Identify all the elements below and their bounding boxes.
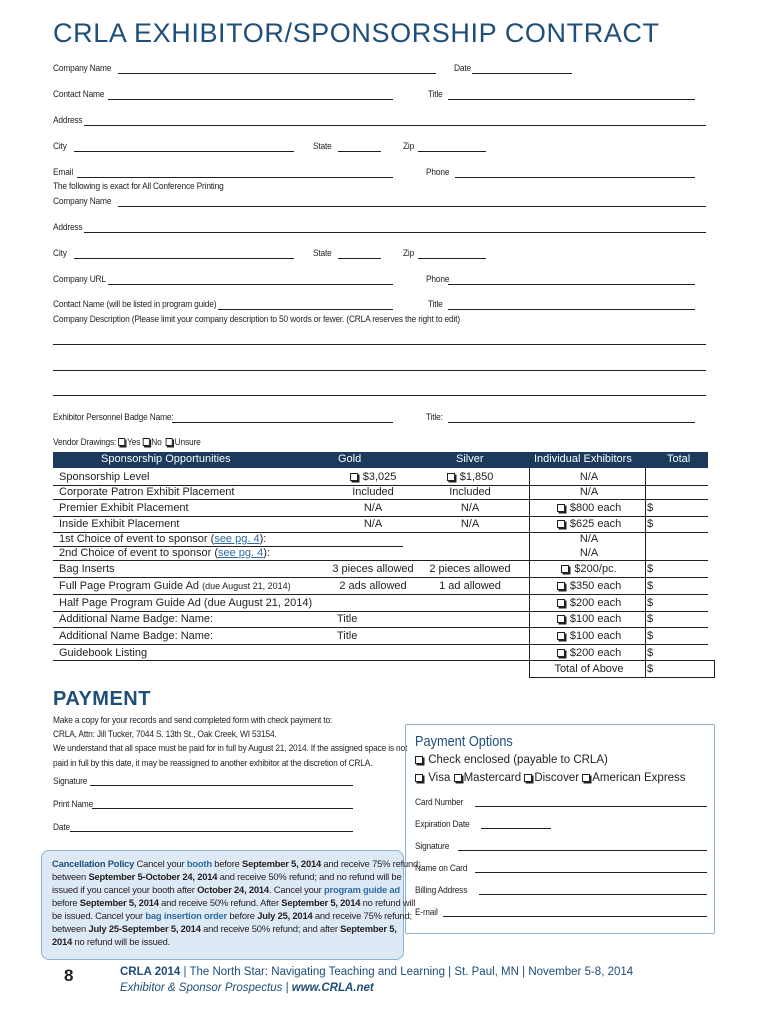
row-gold: $3,025 bbox=[313, 471, 433, 483]
unsure-label: Unsure bbox=[174, 437, 201, 448]
signature2-label: Signature bbox=[415, 841, 450, 852]
card-options bbox=[415, 772, 686, 784]
badge-name-field[interactable] bbox=[172, 422, 393, 423]
row-label: 1st Choice of event to sponsor (see pg. 4): bbox=[59, 533, 267, 545]
page-number: 8 bbox=[64, 966, 74, 985]
row-divider bbox=[53, 499, 708, 500]
row-divider bbox=[529, 677, 715, 678]
address-field[interactable] bbox=[84, 125, 706, 126]
gold-checkbox[interactable] bbox=[350, 473, 358, 481]
check-option bbox=[415, 754, 608, 766]
discover-label: Discover bbox=[534, 772, 580, 784]
print-name-label: Print Name bbox=[53, 799, 94, 810]
signature-label: Signature bbox=[53, 776, 88, 787]
row-label: Premier Exhibit Placement bbox=[59, 502, 189, 514]
payment-deadline: We understand that all space must be paid for in full by August 21, 2014. If the assigned space is not bbox=[53, 743, 408, 754]
city-label-2: City bbox=[53, 248, 67, 259]
row-silver: 1 ad allowed bbox=[439, 580, 501, 592]
mastercard-checkbox[interactable] bbox=[454, 774, 462, 782]
row-individual: $625 each bbox=[529, 518, 649, 530]
discover-checkbox[interactable] bbox=[524, 774, 532, 782]
card-number-field[interactable] bbox=[475, 806, 707, 807]
footer-event-line: CRLA 2014 | The North Star: Navigating Teaching and Learning | St. Paul, MN | November 5-8, 2014 bbox=[120, 966, 634, 978]
amex-label: American Express bbox=[592, 772, 686, 784]
contact-program-label: Contact Name (will be listed in program guide) bbox=[53, 299, 217, 310]
row-divider bbox=[53, 594, 708, 595]
footer-event: CRLA 2014 bbox=[120, 966, 181, 978]
no-label: No bbox=[151, 437, 162, 448]
mastercard-label: Mastercard bbox=[463, 772, 522, 784]
page-title: CRLA EXHIBITOR/SPONSORSHIP CONTRACT bbox=[53, 18, 660, 48]
row-individual: $350 each bbox=[529, 580, 649, 592]
badge-title-field[interactable] bbox=[448, 422, 695, 423]
row-gold: N/A bbox=[363, 502, 383, 514]
city-field[interactable] bbox=[74, 151, 294, 152]
silver-checkbox[interactable] bbox=[447, 473, 455, 481]
row-divider bbox=[53, 516, 708, 517]
expiration-label: Expiration Date bbox=[415, 819, 470, 830]
row-total: $ bbox=[647, 613, 654, 625]
row-individual: $800 each bbox=[529, 502, 649, 514]
date-label: Date bbox=[454, 63, 471, 74]
zip-label: Zip bbox=[403, 141, 415, 152]
title-label-2: Title bbox=[428, 299, 443, 310]
row-title: Title bbox=[337, 630, 358, 642]
contact-name-label: Contact Name bbox=[53, 89, 105, 100]
company-description-label: Company Description (Please limit your company description to 50 words or fewer. (CRLA reserves the right to edit) bbox=[53, 314, 460, 325]
card-number-label: Card Number bbox=[415, 797, 464, 808]
address-field-2[interactable] bbox=[84, 232, 706, 233]
row-label: Full Page Program Guide Ad (due August 21, 2014) bbox=[59, 580, 291, 592]
sponsorship-table-header bbox=[53, 452, 708, 468]
payment-address: CRLA, Attn: Jill Tucker, 7044 S. 13th St., Oak Creek, WI 53154. bbox=[53, 729, 277, 740]
amex-checkbox[interactable] bbox=[582, 774, 590, 782]
row-divider bbox=[53, 627, 708, 628]
billing-field[interactable] bbox=[479, 894, 707, 895]
half-page-ad-checkbox[interactable] bbox=[557, 599, 565, 607]
phone-label: Phone bbox=[426, 167, 450, 178]
state-label: State bbox=[313, 141, 332, 152]
payment-options-title: Payment Options bbox=[415, 733, 513, 750]
phone-field[interactable] bbox=[455, 177, 695, 178]
premier-checkbox[interactable] bbox=[557, 504, 565, 512]
see-page-link[interactable]: see pg. 4 bbox=[217, 547, 264, 559]
description-line-3[interactable] bbox=[53, 395, 706, 396]
inside-checkbox[interactable] bbox=[557, 520, 565, 528]
description-line-1[interactable] bbox=[53, 344, 706, 345]
cancellation-policy: Cancellation Policy Cancel your booth before September 5, 2014 and receive 75% refund; between September 5-October 24, 2014 and receive 50% refund; and no refund will be issued if you cancel your booth after October 24, 2014. Cancel your program guide ad before September 5, 2014 and receive 50% refund. After September 5, 2014 no refund will be issued. Cancel your bag insertion order before July 25, 2014 and receive 75% refund; between July 25-September 5, 2014 and receive 50% refund; and after September 5, 2014 no refund will be issued. bbox=[41, 850, 404, 960]
row-total: $ bbox=[647, 518, 654, 530]
company-url-field[interactable] bbox=[108, 284, 393, 285]
payment-instructions: Make a copy for your records and send completed form with check payment to: bbox=[53, 715, 333, 726]
visa-label: Visa bbox=[428, 772, 451, 784]
yes-checkbox[interactable] bbox=[118, 438, 125, 446]
title-field-2[interactable] bbox=[448, 309, 695, 310]
row-label: Additional Name Badge: Name: bbox=[59, 613, 214, 625]
row-total: $ bbox=[647, 563, 654, 575]
row-total: $ bbox=[647, 580, 654, 592]
badge-checkbox[interactable] bbox=[557, 632, 565, 640]
date-field[interactable] bbox=[472, 73, 572, 74]
phone-label-2: Phone bbox=[426, 274, 450, 285]
row-label: Bag Inserts bbox=[59, 563, 115, 575]
description-line-2[interactable] bbox=[53, 370, 706, 371]
row-divider bbox=[53, 611, 708, 612]
row-individual: N/A bbox=[579, 547, 599, 559]
state-label-2: State bbox=[313, 248, 332, 259]
row-label: Inside Exhibit Placement bbox=[59, 518, 180, 530]
zip-field[interactable] bbox=[418, 151, 486, 152]
total-label: Total of Above bbox=[554, 663, 624, 675]
vendor-drawings-label: Vendor Drawings: bbox=[53, 437, 117, 448]
row-individual: $200 each bbox=[529, 597, 649, 609]
print-name-field[interactable] bbox=[92, 808, 353, 809]
signature-field[interactable] bbox=[90, 785, 353, 786]
row-silver: 2 pieces allowed bbox=[429, 563, 511, 575]
payment-heading: PAYMENT bbox=[53, 688, 151, 710]
row-total: $ bbox=[647, 647, 654, 659]
row-silver: N/A bbox=[460, 518, 480, 530]
footer-prospectus-line: Exhibitor & Sponsor Prospectus | www.CRLA.net bbox=[120, 982, 374, 994]
header-opportunities: Sponsorship Opportunities bbox=[101, 453, 231, 465]
cancellation-title: Cancellation Policy bbox=[52, 858, 135, 869]
footer-prospectus: Exhibitor & Sponsor Prospectus bbox=[120, 982, 283, 994]
header-total: Total bbox=[667, 453, 691, 465]
company-url-label: Company URL bbox=[53, 274, 106, 285]
row-total: $ bbox=[647, 630, 654, 642]
yes-label: Yes bbox=[127, 437, 141, 448]
table-divider bbox=[714, 660, 715, 678]
date-label-2: Date bbox=[53, 822, 70, 833]
row-divider bbox=[53, 660, 714, 661]
address-label: Address bbox=[53, 115, 83, 126]
row-label: Guidebook Listing bbox=[59, 647, 148, 659]
email-label: Email bbox=[53, 167, 74, 178]
row-individual: $100 each bbox=[529, 613, 649, 625]
row-individual: N/A bbox=[579, 471, 599, 483]
check-label: Check enclosed (payable to CRLA) bbox=[428, 754, 608, 766]
badge-title-label: Title: bbox=[426, 412, 443, 423]
row-label: 2nd Choice of event to sponsor (see pg. 4): bbox=[59, 547, 270, 559]
row-label: Corporate Patron Exhibit Placement bbox=[59, 486, 235, 498]
check-checkbox[interactable] bbox=[415, 756, 423, 764]
city-field-2[interactable] bbox=[74, 258, 294, 259]
header-silver: Silver bbox=[456, 453, 484, 465]
footer-dates: November 5-8, 2014 bbox=[528, 966, 634, 978]
printing-note: The following is exact for All Conference Printing bbox=[53, 181, 224, 192]
zip-field-2[interactable] bbox=[418, 258, 486, 259]
row-silver: Included bbox=[449, 486, 491, 498]
row-total: $ bbox=[647, 597, 654, 609]
contact-program-field[interactable] bbox=[218, 309, 393, 310]
card-email-field[interactable] bbox=[443, 916, 707, 917]
full-page-ad-checkbox[interactable] bbox=[557, 582, 565, 590]
name-on-card-field[interactable] bbox=[475, 872, 707, 873]
row-label: Half Page Program Guide Ad (due August 21, 2014) bbox=[59, 597, 313, 609]
zip-label-2: Zip bbox=[403, 248, 415, 259]
footer-url[interactable]: www.CRLA.net bbox=[291, 982, 374, 994]
company-name-label: Company Name bbox=[53, 63, 112, 74]
date-field-2[interactable] bbox=[70, 831, 353, 832]
row-label: Additional Name Badge: Name: bbox=[59, 630, 214, 642]
title-label: Title bbox=[428, 89, 443, 100]
row-title: Title bbox=[337, 613, 358, 625]
signature2-field[interactable] bbox=[458, 850, 707, 851]
header-individual: Individual Exhibitors bbox=[534, 453, 632, 465]
email-field[interactable] bbox=[77, 177, 393, 178]
row-gold: 2 ads allowed bbox=[339, 580, 407, 592]
card-email-label: E-mail bbox=[415, 907, 438, 918]
phone-field-2[interactable] bbox=[448, 284, 695, 285]
row-individual: $200 each bbox=[529, 647, 649, 659]
row-total: $ bbox=[647, 502, 654, 514]
company-name-field-2[interactable] bbox=[118, 206, 706, 207]
company-name-label-2: Company Name bbox=[53, 196, 112, 207]
footer-place: St. Paul, MN bbox=[454, 966, 519, 978]
unsure-checkbox[interactable] bbox=[166, 438, 173, 446]
row-gold: N/A bbox=[363, 518, 383, 530]
row-silver: $1,850 bbox=[418, 471, 522, 483]
total-value: $ bbox=[647, 663, 654, 675]
bag-inserts-checkbox[interactable] bbox=[561, 565, 569, 573]
row-divider bbox=[53, 560, 708, 561]
row-individual: $100 each bbox=[529, 630, 649, 642]
company-name-field[interactable] bbox=[118, 73, 436, 74]
row-label: Sponsorship Level bbox=[59, 471, 150, 483]
address-label-2: Address bbox=[53, 222, 83, 233]
name-on-card-label: Name on Card bbox=[415, 863, 468, 874]
payment-deadline-2: paid in full by this date, it may be reassigned to another exhibitor at the discretion of CRLA. bbox=[53, 758, 373, 769]
state-field[interactable] bbox=[338, 151, 381, 152]
no-checkbox[interactable] bbox=[142, 438, 149, 446]
row-individual: $200/pc. bbox=[529, 563, 649, 575]
city-label: City bbox=[53, 141, 67, 152]
badge-checkbox[interactable] bbox=[557, 615, 565, 623]
title-field[interactable] bbox=[448, 99, 695, 100]
row-divider bbox=[53, 644, 708, 645]
row-individual: N/A bbox=[579, 533, 599, 545]
guidebook-checkbox[interactable] bbox=[557, 649, 565, 657]
contact-name-field[interactable] bbox=[108, 99, 393, 100]
row-divider bbox=[53, 577, 708, 578]
header-gold: Gold bbox=[338, 453, 362, 465]
badge-name-label: Exhibitor Personnel Badge Name: bbox=[53, 412, 174, 423]
row-gold: Included bbox=[352, 486, 394, 498]
row-gold: 3 pieces allowed bbox=[332, 563, 414, 575]
visa-checkbox[interactable] bbox=[415, 774, 423, 782]
state-field-2[interactable] bbox=[338, 258, 381, 259]
expiration-field[interactable] bbox=[481, 828, 551, 829]
row-silver: N/A bbox=[460, 502, 480, 514]
billing-label: Billing Address bbox=[415, 885, 468, 896]
row-individual: N/A bbox=[579, 486, 599, 498]
vendor-drawings bbox=[53, 437, 201, 448]
see-page-link[interactable]: see pg. 4 bbox=[214, 533, 260, 545]
footer-theme: The North Star: Navigating Teaching and Learning bbox=[189, 966, 445, 978]
